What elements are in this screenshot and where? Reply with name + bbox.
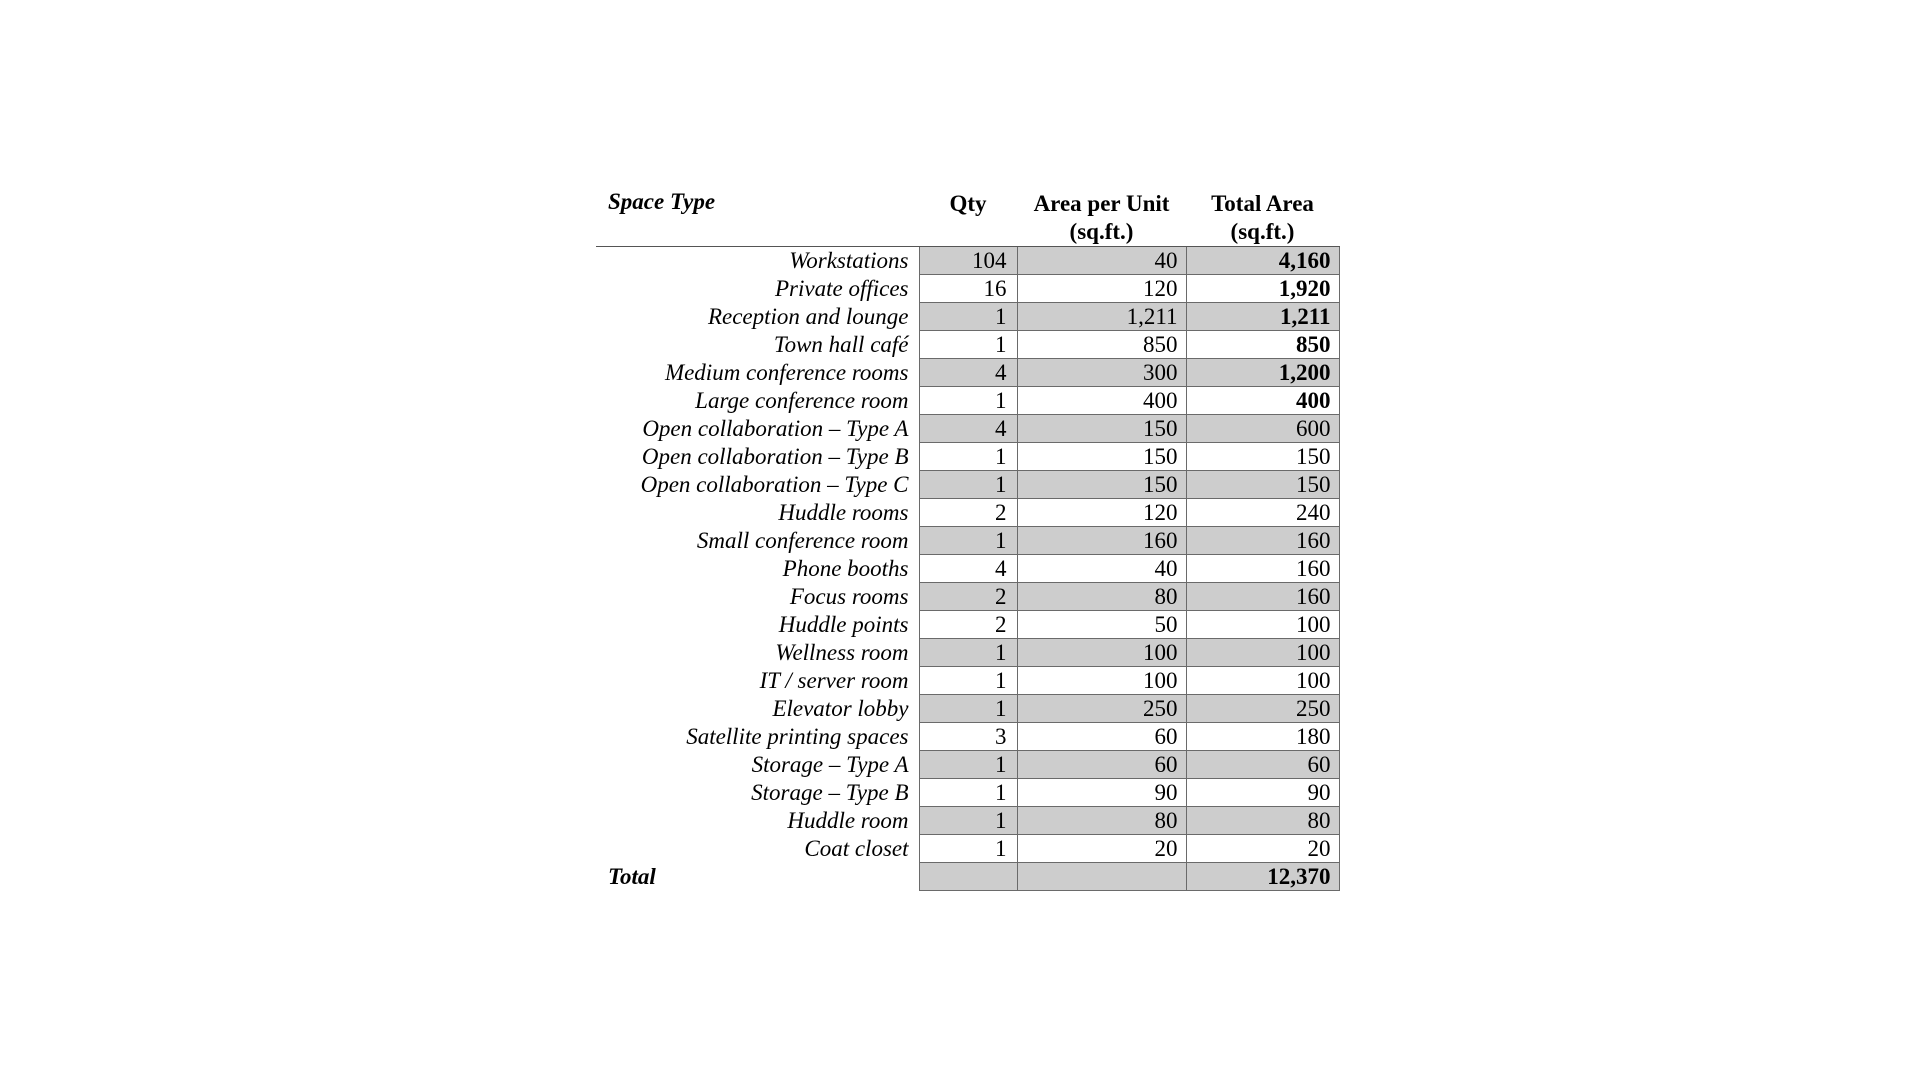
cell-total-area: 160 bbox=[1186, 527, 1339, 555]
cell-area-per-unit: 100 bbox=[1017, 667, 1186, 695]
cell-space-type: Coat closet bbox=[804, 836, 909, 861]
cell-space-type: Focus rooms bbox=[789, 584, 909, 609]
table-row bbox=[596, 723, 1339, 751]
header-qty: Qty bbox=[919, 186, 1017, 247]
total-qty-empty bbox=[919, 863, 1017, 891]
table-row bbox=[596, 443, 1339, 471]
cell-space-type: Workstations bbox=[789, 248, 909, 274]
cell-area-per-unit: 80 bbox=[1017, 807, 1186, 835]
total-area-empty bbox=[1017, 863, 1186, 891]
total-label: Total bbox=[608, 864, 656, 889]
cell-qty: 2 bbox=[919, 611, 1017, 639]
space-program-table bbox=[596, 186, 1340, 891]
table-header bbox=[596, 186, 1339, 247]
cell-qty: 4 bbox=[919, 359, 1017, 387]
cell-space-type: Private offices bbox=[775, 276, 909, 301]
total-value: 12,370 bbox=[1186, 863, 1339, 891]
cell-space-type: Large conference room bbox=[695, 388, 909, 413]
table-row bbox=[596, 807, 1339, 835]
cell-qty: 1 bbox=[919, 471, 1017, 499]
cell-area-per-unit: 50 bbox=[1017, 611, 1186, 639]
cell-space-type: Satellite printing spaces bbox=[686, 724, 909, 749]
header-total-area bbox=[1186, 186, 1339, 247]
cell-qty: 1 bbox=[919, 303, 1017, 331]
cell-total-area: 100 bbox=[1186, 667, 1339, 695]
cell-qty: 3 bbox=[919, 723, 1017, 751]
cell-qty: 1 bbox=[919, 667, 1017, 695]
cell-space-type: Open collaboration – Type C bbox=[640, 472, 909, 497]
header-total-area-line1: Total Area bbox=[1211, 191, 1314, 216]
cell-qty: 1 bbox=[919, 443, 1017, 471]
header-area-per-unit-line1: Area per Unit bbox=[1033, 191, 1170, 216]
cell-area-per-unit: 150 bbox=[1017, 471, 1186, 499]
cell-qty: 1 bbox=[919, 695, 1017, 723]
table-row bbox=[596, 527, 1339, 555]
cell-area-per-unit: 120 bbox=[1017, 275, 1186, 303]
cell-area-per-unit: 120 bbox=[1017, 499, 1186, 527]
cell-space-type: Medium conference rooms bbox=[664, 360, 909, 385]
cell-space-type: Small conference room bbox=[696, 528, 909, 553]
cell-area-per-unit: 60 bbox=[1017, 751, 1186, 779]
table-row bbox=[596, 331, 1339, 359]
cell-area-per-unit: 250 bbox=[1017, 695, 1186, 723]
table-row bbox=[596, 303, 1339, 331]
table-row bbox=[596, 359, 1339, 387]
cell-space-type: Phone booths bbox=[782, 556, 909, 581]
cell-total-area: 90 bbox=[1186, 779, 1339, 807]
cell-space-type: IT / server room bbox=[759, 668, 909, 693]
cell-total-area: 850 bbox=[1186, 331, 1339, 359]
table-row bbox=[596, 499, 1339, 527]
cell-total-area: 250 bbox=[1186, 695, 1339, 723]
cell-qty: 1 bbox=[919, 807, 1017, 835]
table-row bbox=[596, 751, 1339, 779]
cell-space-type: Reception and lounge bbox=[707, 304, 909, 329]
cell-qty: 4 bbox=[919, 555, 1017, 583]
table-row bbox=[596, 695, 1339, 723]
table-row bbox=[596, 415, 1339, 443]
cell-qty: 1 bbox=[919, 779, 1017, 807]
cell-area-per-unit: 40 bbox=[1017, 555, 1186, 583]
cell-qty: 4 bbox=[919, 415, 1017, 443]
cell-space-type: Elevator lobby bbox=[772, 696, 909, 721]
cell-total-area: 150 bbox=[1186, 471, 1339, 499]
cell-area-per-unit: 850 bbox=[1017, 331, 1186, 359]
cell-total-area: 20 bbox=[1186, 835, 1339, 863]
cell-area-per-unit: 1,211 bbox=[1017, 303, 1186, 331]
cell-qty: 1 bbox=[919, 639, 1017, 667]
cell-total-area: 1,211 bbox=[1186, 303, 1339, 331]
table-row bbox=[596, 247, 1339, 275]
table-body bbox=[596, 247, 1339, 891]
total-row bbox=[596, 863, 1339, 891]
cell-space-type: Open collaboration – Type A bbox=[642, 416, 909, 441]
cell-space-type: Wellness room bbox=[775, 640, 909, 665]
cell-qty: 16 bbox=[919, 275, 1017, 303]
cell-total-area: 100 bbox=[1186, 639, 1339, 667]
cell-space-type: Huddle rooms bbox=[778, 500, 909, 525]
cell-space-type: Town hall café bbox=[773, 332, 909, 357]
cell-area-per-unit: 60 bbox=[1017, 723, 1186, 751]
cell-space-type: Storage – Type B bbox=[751, 780, 909, 805]
cell-total-area: 4,160 bbox=[1186, 247, 1339, 275]
cell-total-area: 160 bbox=[1186, 583, 1339, 611]
cell-total-area: 80 bbox=[1186, 807, 1339, 835]
table-row bbox=[596, 611, 1339, 639]
cell-qty: 1 bbox=[919, 835, 1017, 863]
table-row bbox=[596, 639, 1339, 667]
cell-total-area: 400 bbox=[1186, 387, 1339, 415]
table-row bbox=[596, 275, 1339, 303]
cell-area-per-unit: 90 bbox=[1017, 779, 1186, 807]
cell-area-per-unit: 40 bbox=[1017, 247, 1186, 275]
table-row bbox=[596, 583, 1339, 611]
cell-total-area: 240 bbox=[1186, 499, 1339, 527]
cell-area-per-unit: 80 bbox=[1017, 583, 1186, 611]
cell-qty: 1 bbox=[919, 331, 1017, 359]
cell-qty: 1 bbox=[919, 751, 1017, 779]
cell-area-per-unit: 150 bbox=[1017, 415, 1186, 443]
header-total-area-line2: (sq.ft.) bbox=[1230, 219, 1295, 244]
cell-total-area: 150 bbox=[1186, 443, 1339, 471]
cell-area-per-unit: 400 bbox=[1017, 387, 1186, 415]
cell-total-area: 600 bbox=[1186, 415, 1339, 443]
table-row bbox=[596, 779, 1339, 807]
cell-qty: 2 bbox=[919, 583, 1017, 611]
cell-space-type: Huddle points bbox=[778, 612, 909, 637]
cell-space-type: Huddle room bbox=[787, 808, 909, 833]
table-row bbox=[596, 667, 1339, 695]
table-row bbox=[596, 835, 1339, 863]
cell-total-area: 1,920 bbox=[1186, 275, 1339, 303]
cell-area-per-unit: 160 bbox=[1017, 527, 1186, 555]
cell-space-type: Open collaboration – Type B bbox=[641, 444, 909, 469]
header-space-type: Space Type bbox=[596, 186, 919, 247]
cell-area-per-unit: 100 bbox=[1017, 639, 1186, 667]
table-row bbox=[596, 387, 1339, 415]
cell-qty: 1 bbox=[919, 387, 1017, 415]
cell-total-area: 160 bbox=[1186, 555, 1339, 583]
header-area-per-unit-line2: (sq.ft.) bbox=[1069, 219, 1134, 244]
cell-area-per-unit: 300 bbox=[1017, 359, 1186, 387]
cell-area-per-unit: 150 bbox=[1017, 443, 1186, 471]
cell-total-area: 180 bbox=[1186, 723, 1339, 751]
table-row bbox=[596, 471, 1339, 499]
cell-total-area: 1,200 bbox=[1186, 359, 1339, 387]
cell-qty: 2 bbox=[919, 499, 1017, 527]
header-area-per-unit bbox=[1017, 186, 1186, 247]
cell-total-area: 100 bbox=[1186, 611, 1339, 639]
cell-total-area: 60 bbox=[1186, 751, 1339, 779]
cell-area-per-unit: 20 bbox=[1017, 835, 1186, 863]
cell-qty: 104 bbox=[919, 247, 1017, 275]
cell-space-type: Storage – Type A bbox=[751, 752, 909, 777]
table-row bbox=[596, 555, 1339, 583]
cell-qty: 1 bbox=[919, 527, 1017, 555]
